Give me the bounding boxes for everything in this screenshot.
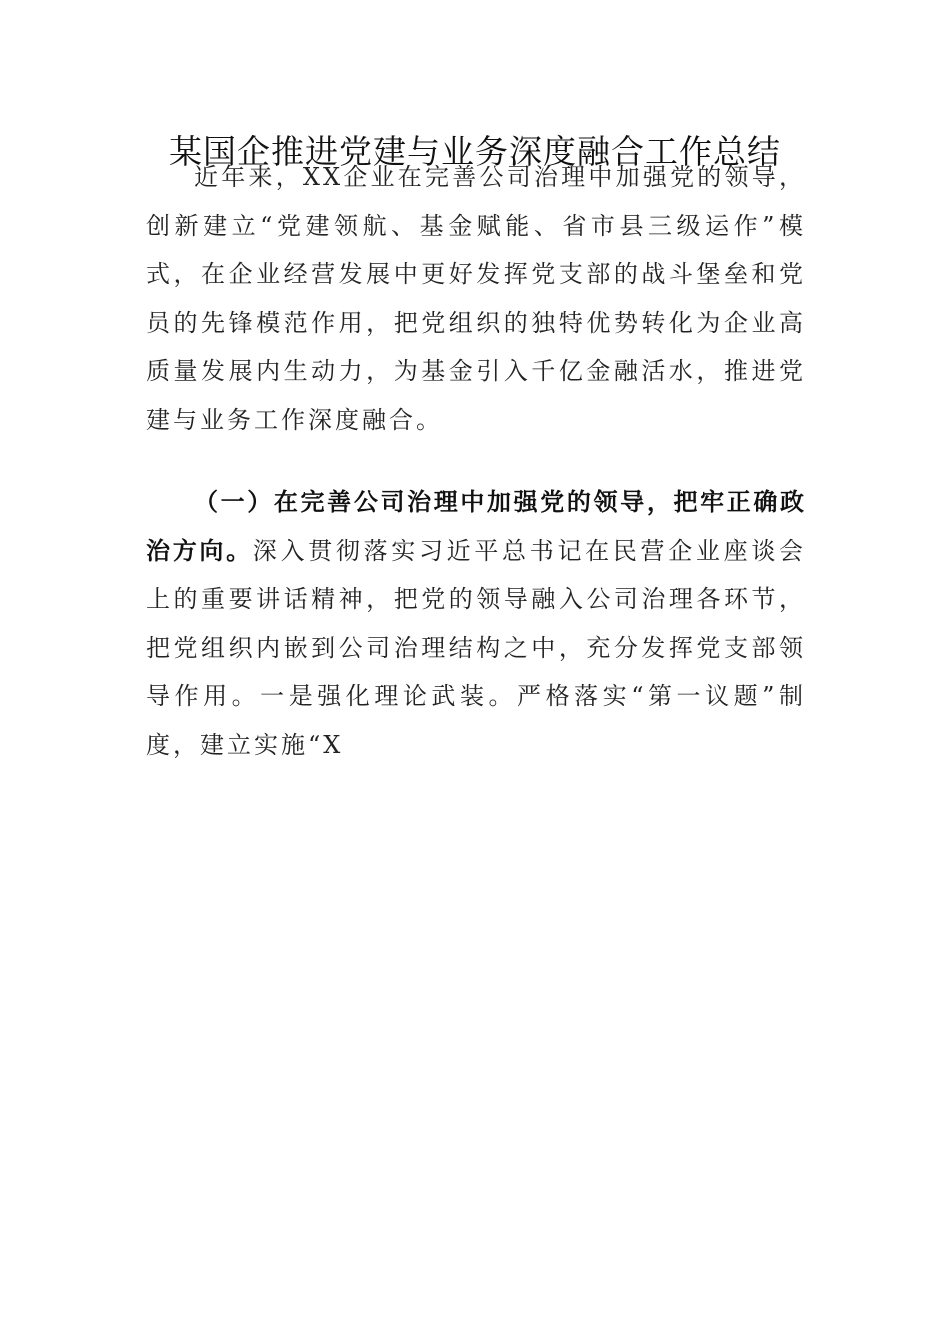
section-1-body: 深入贯彻落实习近平总书记在民营企业座谈会上的重要讲话精神，把党的领导融入公司治理各环节，把党组织内嵌到公司治理结构之中，充分发挥党支部领导作用。一是强化理论武装。严格落实“第一议题”制度，建立实施“X [146,536,807,759]
section-1-heading: （一）在完善公司治理中加强党的领导，把牢正确政治方向。 [146,488,806,565]
document-title: 某国企推进党建与业务深度融合工作总结 [169,132,781,171]
intro-paragraph: 近年来，XX企业在完善公司治理中加强党的领导，创新建立“党建领航、基金赋能、省市县三级运作”模式，在企业经营发展中更好发挥党支部的战斗堡垒和党员的先锋模范作用，把党组织的独特优势转化为企业高质量发展内生动力，为基金引入千亿金融活水，推进党建与业务工作深度融合。 [146,163,806,434]
section-1-paragraph [146,478,806,769]
